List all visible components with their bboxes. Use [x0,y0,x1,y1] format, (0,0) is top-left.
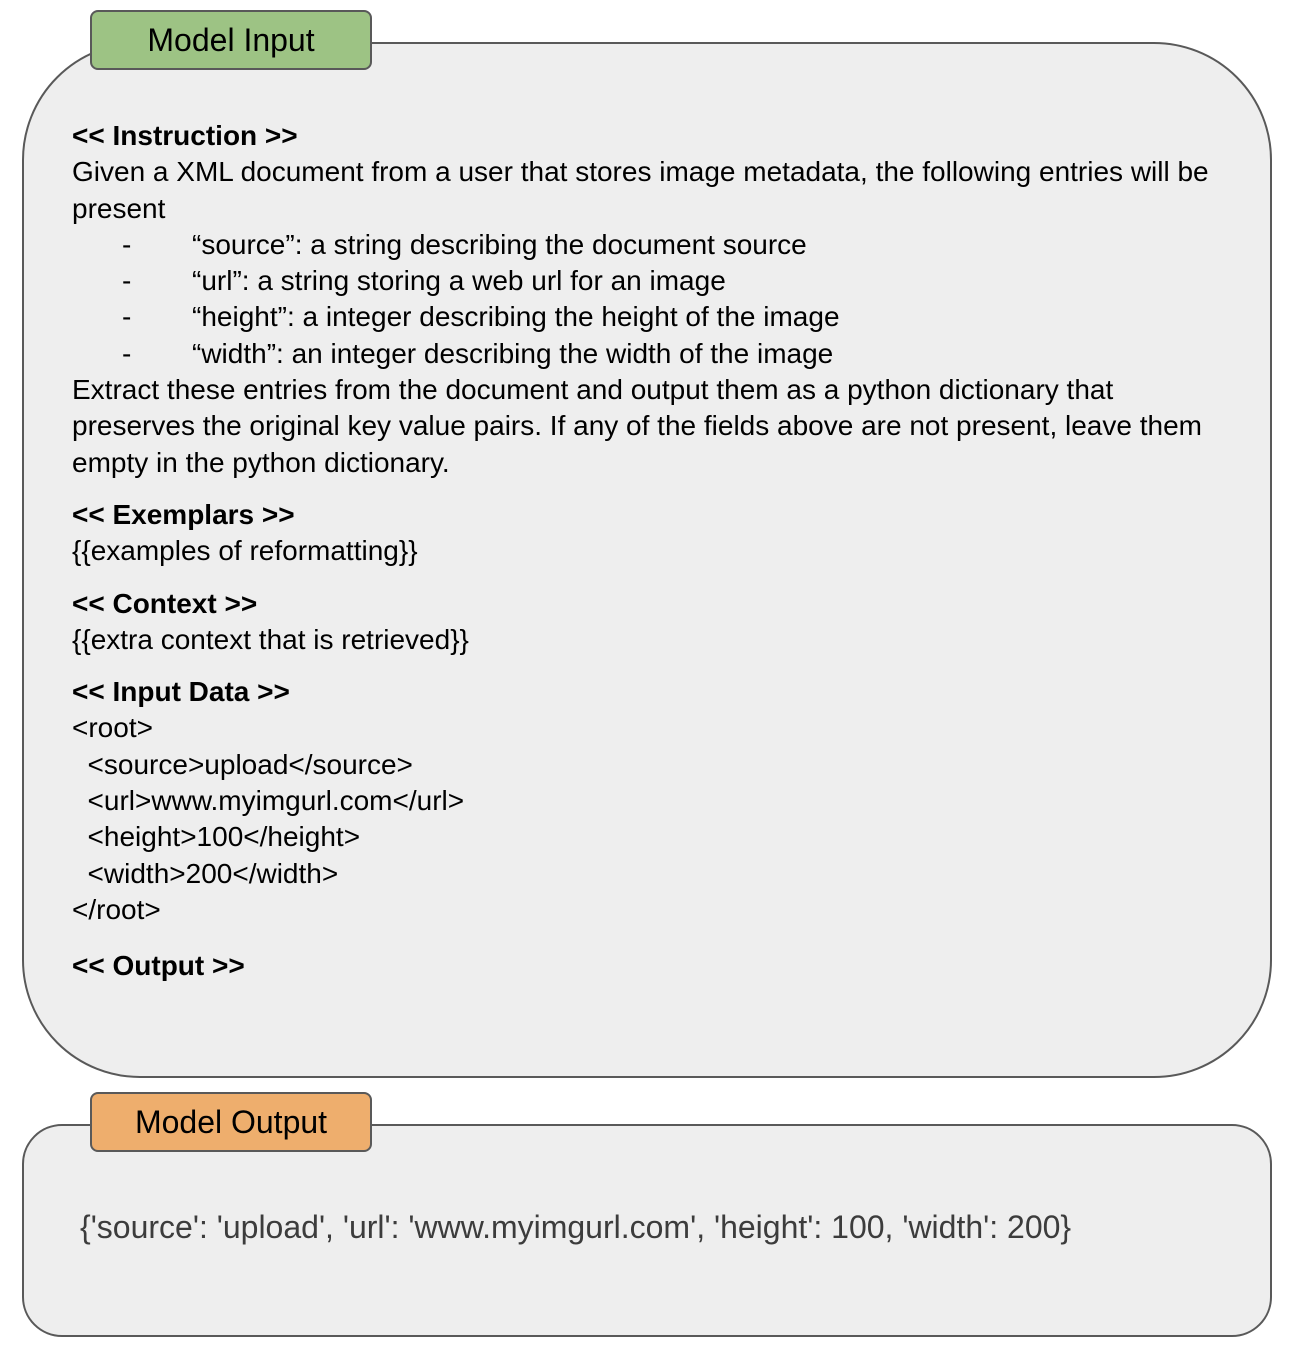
list-text: “height”: a integer describing the height of the image [192,301,840,333]
list-text: “width”: an integer describing the width of the image [192,337,834,369]
xml-line: </root> [72,893,161,925]
instruction-intro: Given a XML document from a user that stores image metadata, the following entries will be present [72,156,1209,224]
list-item [72,227,1242,263]
instruction-closing: Extract these entries from the document and output them as a python dictionary that preserves the original key value pairs. If any of the fields above are not present, leave them empty in the python dictionary. [72,374,1202,478]
prompt-content [72,118,1242,985]
list-dash: - [122,337,132,369]
exemplars-text: {{examples of reformatting}} [72,535,418,567]
exemplars-title: << Exemplars >> [72,498,295,530]
xml-line: <source>upload</source> [72,748,413,780]
list-dash: - [122,228,132,260]
context-text: {{extra context that is retrieved}} [72,623,469,655]
list-dash: - [122,265,132,297]
entry-list [72,227,1242,372]
list-dash: - [122,301,132,333]
list-item [72,299,1242,335]
model-input-label: Model Input [147,21,315,58]
xml-line: <height>100</height> [72,821,361,853]
list-item [72,336,1242,372]
list-text: “source”: a string describing the document source [192,228,807,260]
xml-line: <url>www.myimgurl.com</url> [72,785,465,817]
context-title: << Context >> [72,587,258,619]
model-output-tab [90,1092,372,1152]
output-title: << Output >> [72,950,245,982]
model-output-text: {'source': 'upload', 'url': 'www.myimgurl.com', 'height': 100, 'width': 200} [80,1209,1072,1245]
model-input-tab [90,10,372,70]
xml-line: <root> [72,712,153,744]
model-output-label: Model Output [134,1103,328,1140]
xml-line: <width>200</width> [72,857,339,889]
instruction-title: << Instruction >> [72,120,298,151]
list-item [72,263,1242,299]
input-data-title: << Input Data >> [72,676,290,708]
list-text: “url”: a string storing a web url for an image [192,265,726,297]
